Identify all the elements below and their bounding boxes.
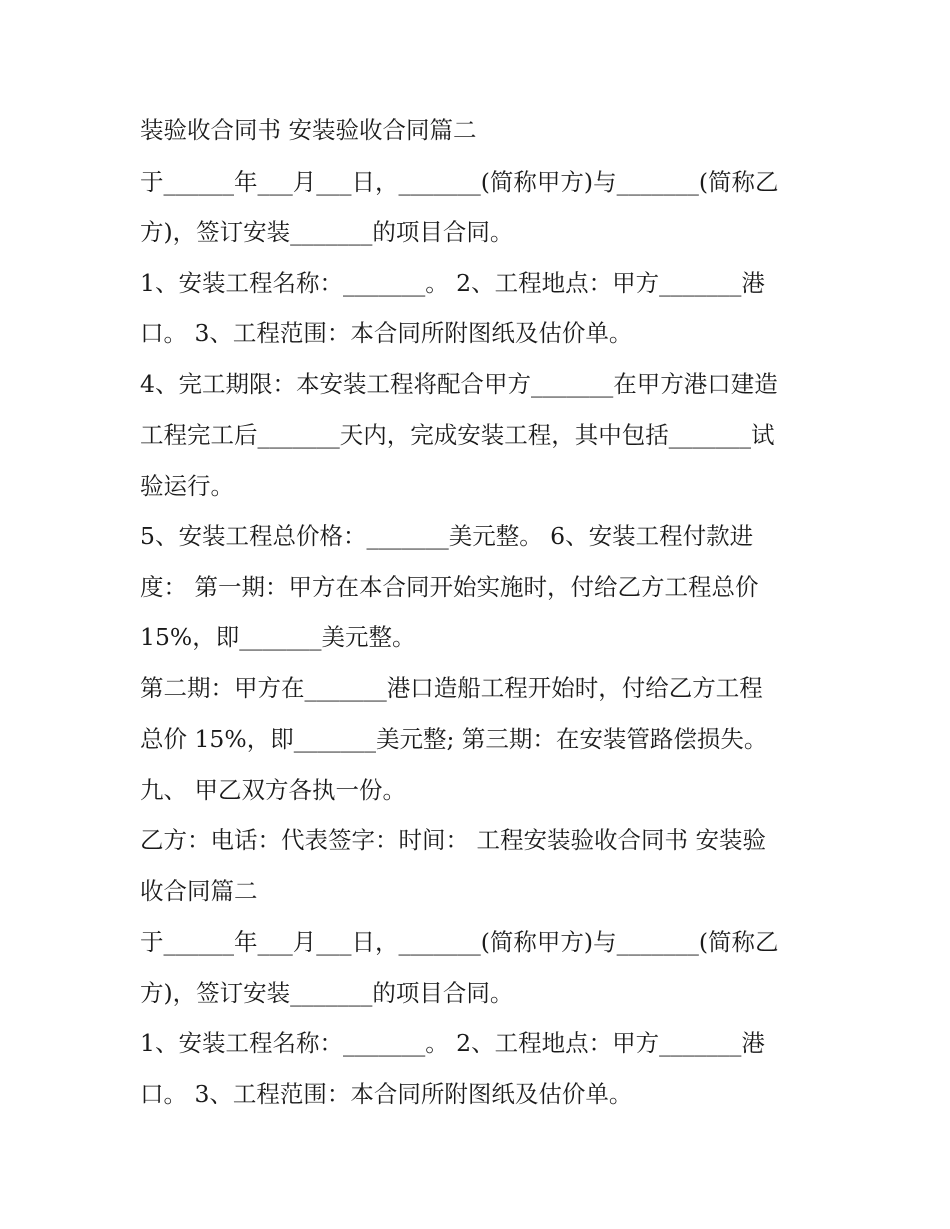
text-line: 验运行。 [140,472,234,500]
text-line: 1、安装工程名称：_______。 2、工程地点：甲方_______港 [140,1029,765,1057]
text-line: 方)，签订安装_______的项目合同。 [140,218,514,246]
text-line: 15%，即_______美元整。 [140,623,416,651]
text-line: 第二期：甲方在_______港口造船工程开始时，付给乙方工程 [140,674,763,702]
text-line: 装验收合同书 安装验收合同篇二 [140,116,477,144]
text-line: 乙方：电话：代表签字：时间： 工程安装验收合同书 安装验 [140,826,766,854]
text-line: 4、完工期限：本安装工程将配合甲方_______在甲方港口建造 [140,370,778,398]
text-line: 九、 甲乙双方各执一份。 [140,776,406,804]
text-line: 收合同篇二 [140,877,258,905]
text-line: 于______年___月___日，_______(简称甲方)与_______(简称乙 [140,168,779,196]
text-line: 5、安装工程总价格：_______美元整。 6、安装工程付款进 [140,522,754,550]
text-line: 口。 3、工程范围：本合同所附图纸及估价单。 [140,319,633,347]
text-line: 工程完工后_______天内，完成安装工程，其中包括_______试 [140,421,775,449]
text-line: 总价 15%，即_______美元整; 第三期：在安装管路偿损失。 [140,725,768,753]
text-line: 度： 第一期：甲方在本合同开始实施时，付给乙方工程总价 [140,573,759,601]
text-line: 1、安装工程名称：_______。 2、工程地点：甲方_______港 [140,269,765,297]
text-line: 方)，签订安装_______的项目合同。 [140,979,514,1007]
text-line: 口。 3、工程范围：本合同所附图纸及估价单。 [140,1080,633,1108]
text-line: 于______年___月___日，_______(简称甲方)与_______(简称乙 [140,928,779,956]
